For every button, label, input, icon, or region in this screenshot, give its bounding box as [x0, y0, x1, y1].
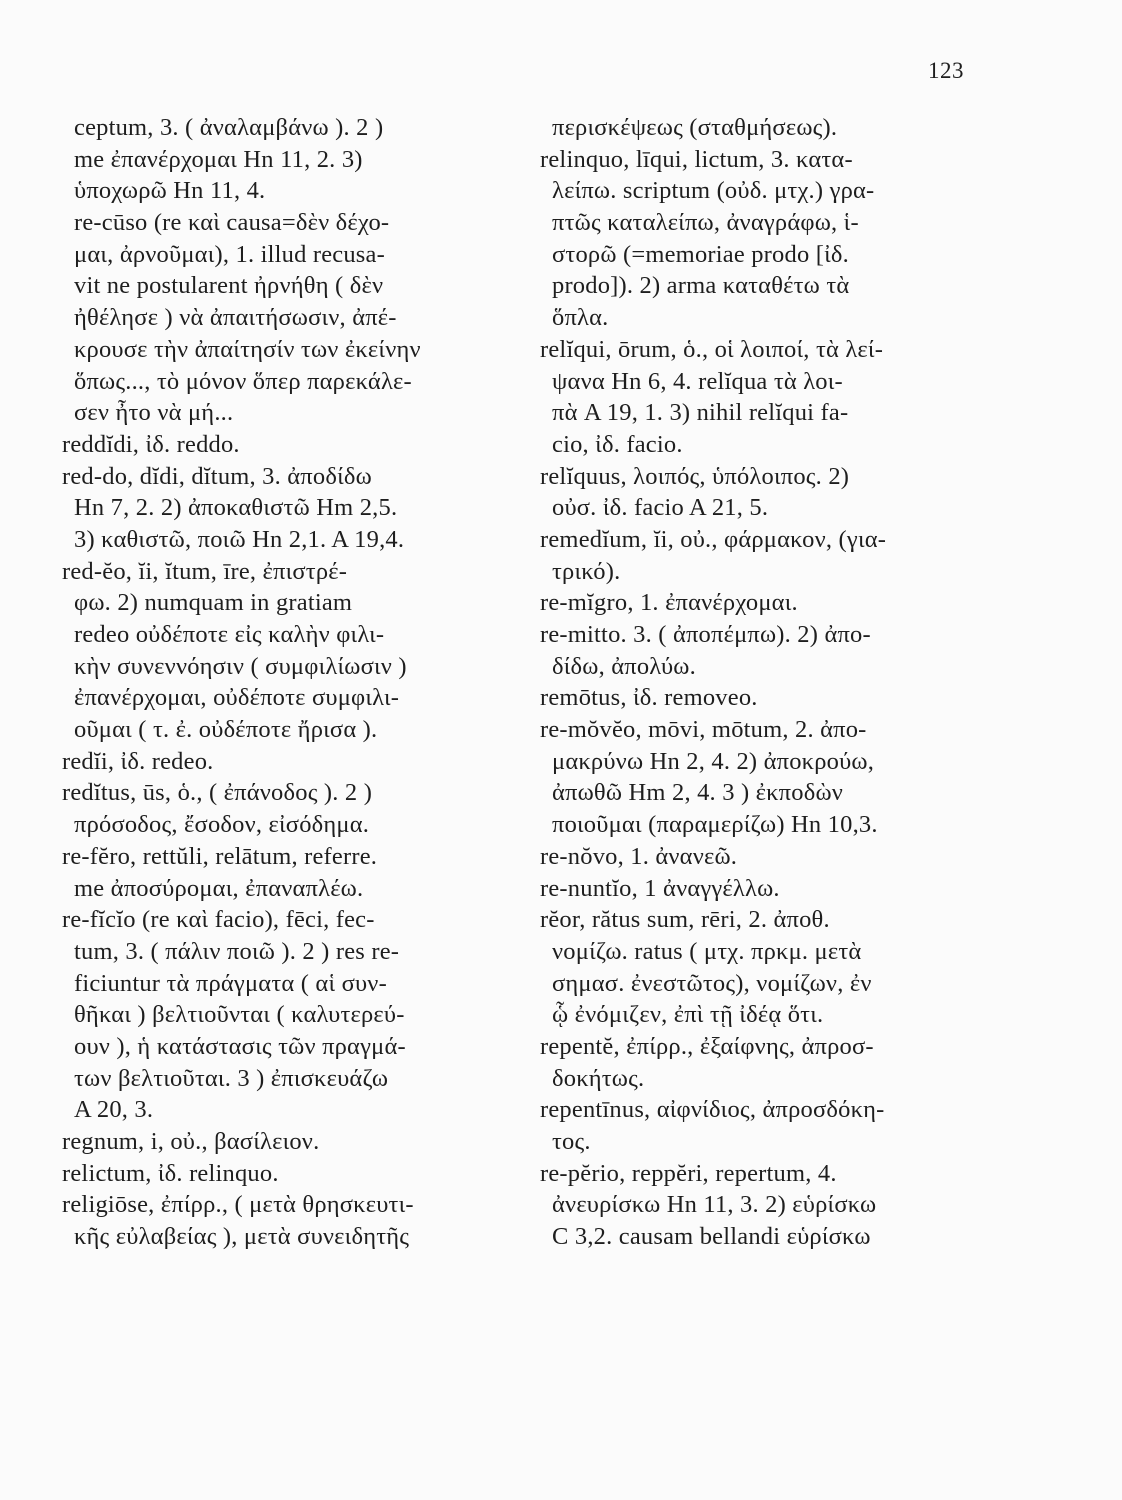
- text-line: δοκήτως.: [552, 1064, 645, 1092]
- text-line: religiōse, ἐπίρρ., ( μετὰ θρησκευτι-: [62, 1191, 414, 1219]
- text-line: ἐπανέρχομαι, οὐδέποτε συμφιλι-: [74, 684, 400, 712]
- text-line: relĭquus, λοιπός, ὑπόλοιπος. 2): [540, 462, 850, 490]
- text-line: 3) καθιστῶ, ποιῶ Hn 2,1. A 19,4.: [74, 525, 405, 553]
- text-line: ἀπωθῶ Hm 2, 4. 3 ) ἐκποδὼν: [552, 779, 844, 807]
- text-line: re-pĕrio, reppĕri, repertum, 4.: [540, 1159, 837, 1187]
- text-line: redĭtus, ūs, ὁ., ( ἐπάνοδος ). 2 ): [62, 779, 373, 807]
- text-line: σεν ἦτο νὰ μή...: [74, 399, 234, 427]
- text-line: πτῶς καταλείπω, ἀναγράφω, ἱ-: [552, 209, 859, 237]
- text-line: ᾧ ἐνόμιζεν, ἐπὶ τῇ ἰδέᾳ ὅτι.: [552, 1001, 824, 1029]
- text-line: rĕor, rătus sum, rēri, 2. ἀποθ.: [540, 906, 830, 934]
- text-line: μαι, ἀρνοῦμαι), 1. illud recusa-: [74, 240, 385, 268]
- text-line: οὐσ. ἰδ. facio A 21, 5.: [552, 494, 769, 522]
- text-line: φω. 2) numquam in gratiam: [74, 589, 353, 617]
- page-number: 123: [928, 58, 964, 83]
- text-line: ποιοῦμαι (παραμερίζω) Hn 10,3.: [552, 811, 878, 839]
- text-line: prodo]). 2) arma καταθέτω τὰ: [552, 272, 850, 300]
- text-line: ἀνευρίσκω Hn 11, 3. 2) εὑρίσκω: [552, 1191, 877, 1219]
- text-line: redĭi, ἰδ. redeo.: [62, 747, 214, 775]
- text-line: vit ne postularent ἠρνήθη ( δὲν: [74, 272, 384, 300]
- text-line: πὰ A 19, 1. 3) nihil relĭqui fa-: [552, 399, 849, 427]
- text-line: κρουσε τὴν ἀπαίτησίν των ἐκείνην: [74, 335, 421, 363]
- text-line: re-fĭcĭo (re καὶ facio), fēci, fec-: [62, 906, 375, 934]
- text-line: μακρύνω Hn 2, 4. 2) ἀποκρούω,: [552, 747, 875, 775]
- text-line: ἠθέλησε ) νὰ ἀπαιτήσωσιν, ἀπέ-: [74, 304, 397, 332]
- text-line: relĭqui, ōrum, ὁ., οἱ λοιποί, τὰ λεί-: [540, 335, 884, 363]
- text-line: στορῶ (=memoriae prodo [ἰδ.: [552, 240, 849, 268]
- text-line: redeo οὐδέποτε εἰς καλὴν φιλι-: [74, 621, 385, 648]
- text-line: οῦμαι ( τ. ἐ. οὐδέποτε ἤρισα ).: [74, 716, 378, 744]
- text-line: A 20, 3.: [74, 1096, 154, 1124]
- text-line: περισκέψεως (σταθμήσεως).: [552, 114, 838, 141]
- text-line: Hn 7, 2. 2) ἀποκαθιστῶ Hm 2,5.: [74, 494, 398, 522]
- text-line: νομίζω. ratus ( μτχ. πρκμ. μετὰ: [552, 937, 862, 965]
- text-line: ὑποχωρῶ Hn 11, 4.: [74, 177, 266, 205]
- text-line: regnum, i, οὐ., βασίλειον.: [62, 1128, 320, 1155]
- text-line: ficiuntur τὰ πράγματα ( αἱ συν-: [74, 969, 387, 997]
- left-column: [62, 112, 512, 1253]
- text-line: re-mitto. 3. ( ἀποπέμπω). 2) ἀπο-: [540, 621, 871, 648]
- text-line: red-ĕo, ĭi, ĭtum, īre, ἐπιστρέ-: [62, 557, 348, 585]
- text-line: re-mŏvĕo, mōvi, mōtum, 2. ἀπο-: [540, 716, 867, 744]
- text-line: τος.: [552, 1128, 591, 1155]
- text-line: ψανα Hn 6, 4. relĭqua τὰ λοι-: [552, 367, 843, 395]
- text-line: repentīnus, αἰφνίδιος, ἀπροσδόκη-: [540, 1096, 885, 1124]
- text-line: κὴν συνεννόησιν ( συμφιλίωσιν ): [74, 652, 407, 680]
- text-line: repentĕ, ἐπίρρ., ἐξαίφνης, ἀπροσ-: [540, 1032, 874, 1060]
- text-line: re-mĭgro, 1. ἐπανέρχομαι.: [540, 589, 798, 617]
- text-line: κῆς εὐλαβείας ), μετὰ συνειδητῆς: [74, 1223, 410, 1251]
- text-line: σημασ. ἐνεστῶτος), νομίζων, ἐν: [552, 969, 872, 997]
- text-line: red-do, dĭdi, dĭtum, 3. ἀποδίδω: [62, 462, 372, 490]
- text-line: λείπω. scriptum (οὐδ. μτχ.) γρα-: [552, 177, 875, 205]
- text-line: δίδω, ἀπολύω.: [552, 652, 696, 680]
- text-line: tum, 3. ( πάλιν ποιῶ ). 2 ) res re-: [74, 937, 400, 965]
- text-line: ceptum, 3. ( ἀναλαμβάνω ). 2 ): [74, 114, 384, 141]
- text-line: re-nŏvo, 1. ἀνανεῶ.: [540, 842, 738, 870]
- text-line: me ἐπανέρχομαι Hn 11, 2. 3): [74, 145, 363, 173]
- text-line: C 3,2. causam bellandi εὑρίσκω: [552, 1223, 871, 1251]
- text-line: re-fĕro, rettŭli, relātum, referre.: [62, 842, 378, 870]
- text-line: reddĭdi, ἰδ. reddo.: [62, 430, 240, 458]
- text-line: ὅπλα.: [552, 304, 609, 332]
- text-line: πρόσοδος, ἔσοδον, εἰσόδημα.: [74, 811, 370, 839]
- text-line: των βελτιοῦται. 3 ) ἐπισκευάζω: [74, 1064, 389, 1092]
- text-line: me ἀποσύρομαι, ἐπαναπλέω.: [74, 874, 364, 902]
- text-line: remōtus, ἰδ. removeo.: [540, 684, 758, 712]
- text-line: re-cūso (re καὶ causa=δὲν δέχο-: [74, 209, 390, 237]
- text-line: cio, ἰδ. facio.: [552, 430, 683, 458]
- text-line: ουν ), ἡ κατάστασις τῶν πραγμά-: [74, 1032, 406, 1060]
- text-line: relinquo, līqui, lictum, 3. κατα-: [540, 145, 853, 173]
- text-line: re-nuntĭo, 1 ἀναγγέλλω.: [540, 874, 780, 902]
- text-line: τρικό).: [552, 557, 621, 585]
- text-line: θῆκαι ) βελτιοῦνται ( καλυτερεύ-: [74, 1001, 405, 1029]
- text-line: remedĭum, ĭi, οὐ., φάρμακον, (για-: [540, 525, 887, 553]
- right-column: [540, 112, 970, 1253]
- text-line: ὅπως..., τὸ μόνον ὅπερ παρεκάλε-: [74, 367, 412, 395]
- text-line: relictum, ἰδ. relinquo.: [62, 1159, 279, 1187]
